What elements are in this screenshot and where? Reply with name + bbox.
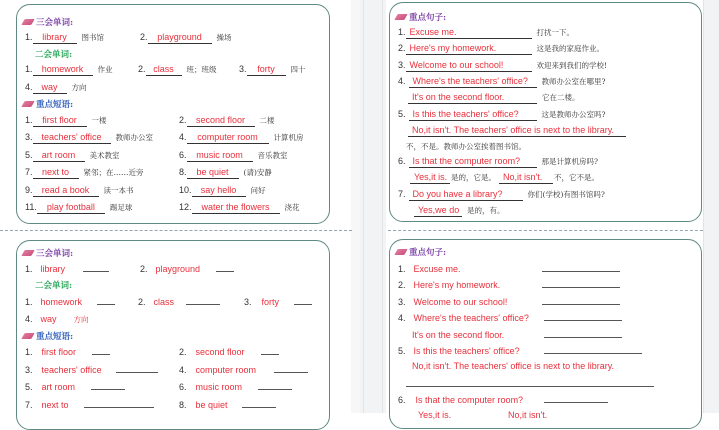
- phrase-row: [25, 150, 120, 162]
- text-label: Yes,we do: [414, 205, 462, 217]
- vocab-row: [138, 64, 217, 76]
- text-label: 2.: [138, 64, 146, 74]
- text-label: It's on the second floor.: [408, 92, 537, 104]
- text-label: 重点句子:: [409, 13, 447, 23]
- text-label: Excuse me.: [406, 27, 532, 39]
- sentence-row: [398, 43, 604, 55]
- text-label: 2.: [398, 43, 406, 53]
- section-title-phrases: [23, 330, 73, 342]
- practice-row: [406, 378, 654, 387]
- text-label: No,it isn't. The teachers' office is next to the library.: [408, 125, 626, 137]
- text-label: 8.: [179, 400, 187, 410]
- sentence-row: [408, 92, 580, 104]
- text-label: 6.: [179, 150, 187, 160]
- text-label: computer room: [195, 365, 257, 375]
- practice-row: [25, 399, 154, 410]
- text-label: Where's the teachers' office?: [409, 76, 537, 88]
- text-label: class: [153, 297, 175, 307]
- page-margin: [351, 0, 360, 413]
- practice-row: [25, 263, 109, 274]
- text-label: 一楼: [91, 116, 107, 125]
- text-label: 计算机房: [273, 133, 304, 142]
- pen-icon: [21, 101, 34, 107]
- text-label: 11.: [25, 202, 37, 212]
- vocab-practice-card: [16, 240, 330, 430]
- text-label: 5.: [25, 382, 33, 392]
- practice-row: [179, 346, 279, 357]
- text-label: 操场: [216, 33, 232, 42]
- text-label: No,it isn't. The teachers' office is next to the library.: [412, 361, 615, 371]
- fill-in-blank[interactable]: [91, 381, 125, 390]
- text-label: 1.: [25, 297, 33, 307]
- text-label: 这是我的家庭作业。: [536, 44, 605, 53]
- text-label: 4.: [25, 82, 33, 92]
- text-label: 那是计算机房吗?: [541, 157, 599, 166]
- text-label: 1.: [25, 64, 33, 74]
- text-label: 2.: [179, 115, 187, 125]
- text-label: 2.: [140, 32, 148, 42]
- practice-row: [412, 329, 622, 340]
- fill-in-blank[interactable]: [544, 345, 642, 354]
- text-label: 二会单词:: [35, 281, 73, 291]
- practice-row: [25, 381, 125, 392]
- text-label: 4.: [25, 314, 33, 324]
- phrase-row: [179, 202, 300, 214]
- fill-in-blank[interactable]: [294, 296, 312, 305]
- text-label: 四十: [290, 65, 306, 74]
- text-label: 6.: [179, 382, 187, 392]
- text-label: 这是教师办公室吗?: [541, 110, 606, 119]
- text-label: Here's my homework.: [406, 43, 532, 55]
- text-label: music room: [187, 150, 253, 162]
- answer-blank: playground: [148, 32, 212, 44]
- practice-row: [179, 381, 292, 392]
- text-label: 4.: [398, 313, 406, 323]
- text-label: water the flowers: [192, 202, 280, 214]
- text-label: 12.: [179, 202, 192, 212]
- fill-in-blank[interactable]: [83, 263, 109, 272]
- vocab-row: [25, 64, 113, 76]
- practice-row: [412, 361, 614, 371]
- answer-blank: forty: [247, 64, 286, 76]
- text-label: 3.: [25, 365, 33, 375]
- vocab-row: [239, 64, 306, 76]
- section-title-sentences: [396, 246, 446, 258]
- text-label: Is that the computer room?: [409, 156, 537, 168]
- phrase-row: [179, 185, 266, 197]
- practice-row: [398, 296, 620, 307]
- fill-in-blank[interactable]: [186, 296, 220, 305]
- fill-in-blank[interactable]: [261, 346, 279, 355]
- text-label: 重点句子:: [409, 248, 447, 258]
- answer-blank: way: [33, 82, 67, 94]
- page-divider-right: [388, 230, 703, 231]
- text-label: Yes,it is.: [410, 172, 450, 184]
- pen-icon: [21, 19, 34, 25]
- phrase-row: [179, 132, 304, 144]
- fill-in-blank[interactable]: [116, 364, 158, 373]
- text-label: 4.: [398, 76, 406, 86]
- section-title-phrases: [23, 98, 73, 110]
- text-label: art room: [33, 150, 85, 162]
- text-label: 重点短语:: [36, 332, 74, 342]
- practice-row: [398, 345, 642, 356]
- text-label: 3.: [239, 64, 247, 74]
- sentence-row: [398, 76, 606, 88]
- text-label: It's on the second floor.: [412, 330, 505, 340]
- text-label: 方向: [73, 315, 89, 324]
- phrase-row: [179, 115, 275, 127]
- answer-blank: class: [146, 64, 182, 76]
- text-label: be quiet: [195, 400, 228, 410]
- text-label: 浇花: [284, 203, 300, 212]
- text-label: playground: [155, 264, 201, 274]
- pen-icon: [394, 249, 407, 255]
- text-label: 问好: [250, 186, 266, 195]
- practice-row: [25, 296, 115, 307]
- text-label: computer room: [187, 132, 269, 144]
- text-label: 踢足球: [109, 203, 133, 212]
- fill-in-blank[interactable]: [92, 346, 110, 355]
- page-divider-left: [0, 230, 352, 231]
- pen-icon: [394, 14, 407, 20]
- sentence-answer-card: [389, 2, 702, 222]
- fill-in-blank[interactable]: [542, 296, 620, 305]
- pen-icon: [21, 250, 34, 256]
- text-label: 三会单词:: [36, 249, 74, 259]
- vocab-row: [140, 32, 232, 44]
- text-label: Yes,it is.: [418, 410, 452, 420]
- text-label: 10.: [179, 185, 192, 195]
- text-label: 3.: [244, 297, 252, 307]
- section-title-sanhui: [23, 247, 73, 259]
- text-label: 1.: [25, 264, 33, 274]
- text-label: Where's the teachers' office?: [413, 313, 529, 323]
- text-label: 打扰一下。: [536, 28, 575, 37]
- practice-row: [25, 314, 89, 325]
- text-label: 1.: [25, 347, 33, 357]
- text-label: 你们(学校)有图书馆吗?: [527, 190, 605, 199]
- practice-row: [398, 263, 620, 274]
- text-label: 图书馆: [81, 33, 105, 42]
- text-label: 三会单词:: [36, 18, 74, 28]
- page-gutter: [360, 0, 386, 413]
- sentence-row: [398, 156, 598, 168]
- section-title-erhui: [35, 48, 72, 60]
- text-label: 6.: [398, 395, 406, 405]
- fill-in-blank[interactable]: [274, 364, 308, 373]
- fill-in-blank[interactable]: [544, 312, 622, 321]
- text-label: 1.: [25, 115, 33, 125]
- section-title-sanhui: [23, 16, 73, 28]
- text-label: teachers' office: [41, 365, 102, 375]
- text-label: teachers' office: [33, 132, 111, 144]
- text-label: 7.: [25, 167, 33, 177]
- fill-in-blank[interactable]: [242, 399, 276, 408]
- text-label: 不，不是。教师办公室挨着图书馆。: [406, 142, 526, 151]
- text-label: 是的，有。: [467, 206, 505, 215]
- practice-row: [25, 346, 110, 357]
- text-label: 3.: [398, 297, 406, 307]
- fill-in-blank[interactable]: [258, 381, 292, 390]
- text-label: 二楼: [259, 116, 275, 125]
- text-label: 2.: [398, 280, 406, 290]
- sentence-row: [414, 205, 505, 217]
- text-label: 4.: [179, 132, 187, 142]
- section-title-erhui: [35, 279, 72, 291]
- fill-in-blank[interactable]: [406, 378, 654, 387]
- text-label: 它在二楼。: [542, 93, 580, 102]
- answer-blank: library: [33, 32, 77, 44]
- text-label: next to: [33, 167, 79, 179]
- phrase-row: [25, 115, 107, 127]
- text-label: play football: [37, 202, 105, 214]
- practice-row: [244, 296, 312, 307]
- text-label: 音乐教室: [257, 151, 288, 160]
- page-right-margin: [703, 0, 719, 413]
- practice-row: [398, 279, 620, 290]
- practice-row: [398, 312, 622, 323]
- text-label: 方向: [71, 83, 87, 92]
- text-label: next to: [41, 400, 69, 410]
- text-label: 7.: [398, 189, 406, 199]
- text-label: be quiet: [187, 167, 239, 179]
- text-label: 1.: [398, 27, 406, 37]
- text-label: 5.: [25, 150, 33, 160]
- text-label: 4.: [179, 365, 187, 375]
- practice-row: [25, 364, 158, 375]
- phrase-row: [25, 202, 132, 214]
- text-label: 欢迎来到我们的学校!: [536, 61, 608, 70]
- sentence-row: [398, 109, 606, 121]
- text-label: Welcome to our school!: [413, 297, 508, 307]
- text-label: read a book: [33, 185, 99, 197]
- fill-in-blank[interactable]: [97, 296, 115, 305]
- text-label: 8.: [179, 167, 187, 177]
- phrase-row: [25, 185, 134, 197]
- text-label: way: [40, 314, 57, 324]
- text-label: 教师办公室在哪里?: [541, 77, 606, 86]
- text-label: 读一本书: [103, 186, 134, 195]
- text-label: 2.: [138, 297, 146, 307]
- answer-blank: homework: [33, 64, 93, 76]
- practice-row: [138, 296, 220, 307]
- fill-in-blank[interactable]: [84, 399, 154, 408]
- text-label: Excuse me.: [413, 264, 461, 274]
- text-label: forty: [261, 297, 280, 307]
- fill-in-blank[interactable]: [216, 263, 234, 272]
- phrase-row: [25, 167, 144, 179]
- sentence-row: [398, 189, 605, 201]
- text-label: 1.: [398, 264, 406, 274]
- vocab-row: [25, 82, 87, 94]
- text-label: 作业: [97, 65, 113, 74]
- sentence-row: [410, 172, 599, 184]
- vocab-answer-card: [16, 4, 330, 224]
- text-label: 2.: [179, 347, 187, 357]
- text-label: 是的，它是。: [451, 173, 496, 182]
- sentence-practice-card: [389, 239, 702, 429]
- text-label: Is this the teachers' office?: [413, 346, 520, 356]
- text-label: Is this the teachers' office?: [409, 109, 537, 121]
- text-label: first floor: [41, 347, 77, 357]
- practice-row: [179, 364, 308, 375]
- text-label: 重点短语:: [36, 100, 74, 110]
- text-label: 教师办公室: [115, 133, 154, 142]
- phrase-row: [25, 132, 153, 144]
- fill-in-blank[interactable]: [542, 279, 620, 288]
- phrase-row: [179, 150, 288, 162]
- pen-icon: [21, 333, 34, 339]
- text-label: first floor: [33, 115, 87, 127]
- text-label: 不，它不是。: [554, 173, 599, 182]
- text-label: second floor: [195, 347, 245, 357]
- text-label: 3.: [398, 60, 406, 70]
- sentence-row: [398, 27, 574, 39]
- text-label: Is that the computer room?: [415, 395, 524, 405]
- text-label: 9.: [25, 185, 33, 195]
- sentence-row: [398, 60, 607, 72]
- text-label: 1.: [25, 32, 33, 42]
- text-label: music room: [195, 382, 243, 392]
- practice-row: [140, 263, 234, 274]
- fill-in-blank[interactable]: [542, 263, 620, 272]
- text-label: 二会单词:: [35, 50, 73, 60]
- text-label: 5.: [398, 346, 406, 356]
- text-label: second floor: [187, 115, 255, 127]
- vocab-row: [25, 32, 104, 44]
- text-label: 美术教室: [89, 151, 120, 160]
- text-label: No,it isn't.: [499, 172, 553, 184]
- fill-in-blank[interactable]: [544, 394, 608, 403]
- text-label: library: [40, 264, 66, 274]
- text-label: 6.: [398, 156, 406, 166]
- text-label: homework: [40, 297, 83, 307]
- practice-row: [418, 410, 547, 420]
- text-label: Do you have a library?: [409, 189, 523, 201]
- sentence-row: [406, 141, 526, 152]
- text-label: 7.: [25, 400, 33, 410]
- text-label: Here's my homework.: [413, 280, 501, 290]
- text-label: Welcome to our school!: [406, 60, 532, 72]
- text-label: 3.: [25, 132, 33, 142]
- sentence-row: [408, 125, 626, 137]
- text-label: say hello: [192, 185, 246, 197]
- text-label: 紧邻；在……近旁: [83, 168, 144, 177]
- text-label: 2.: [140, 264, 148, 274]
- section-title-sentences: [396, 11, 446, 23]
- text-label: 班；班级: [186, 65, 217, 74]
- text-label: (请)安静: [243, 168, 272, 177]
- text-label: No,it isn't.: [508, 410, 548, 420]
- text-label: art room: [41, 382, 76, 392]
- practice-row: [398, 394, 608, 405]
- practice-row: [179, 399, 276, 410]
- fill-in-blank[interactable]: [544, 329, 622, 338]
- text-label: 5.: [398, 109, 406, 119]
- phrase-row: [179, 167, 272, 179]
